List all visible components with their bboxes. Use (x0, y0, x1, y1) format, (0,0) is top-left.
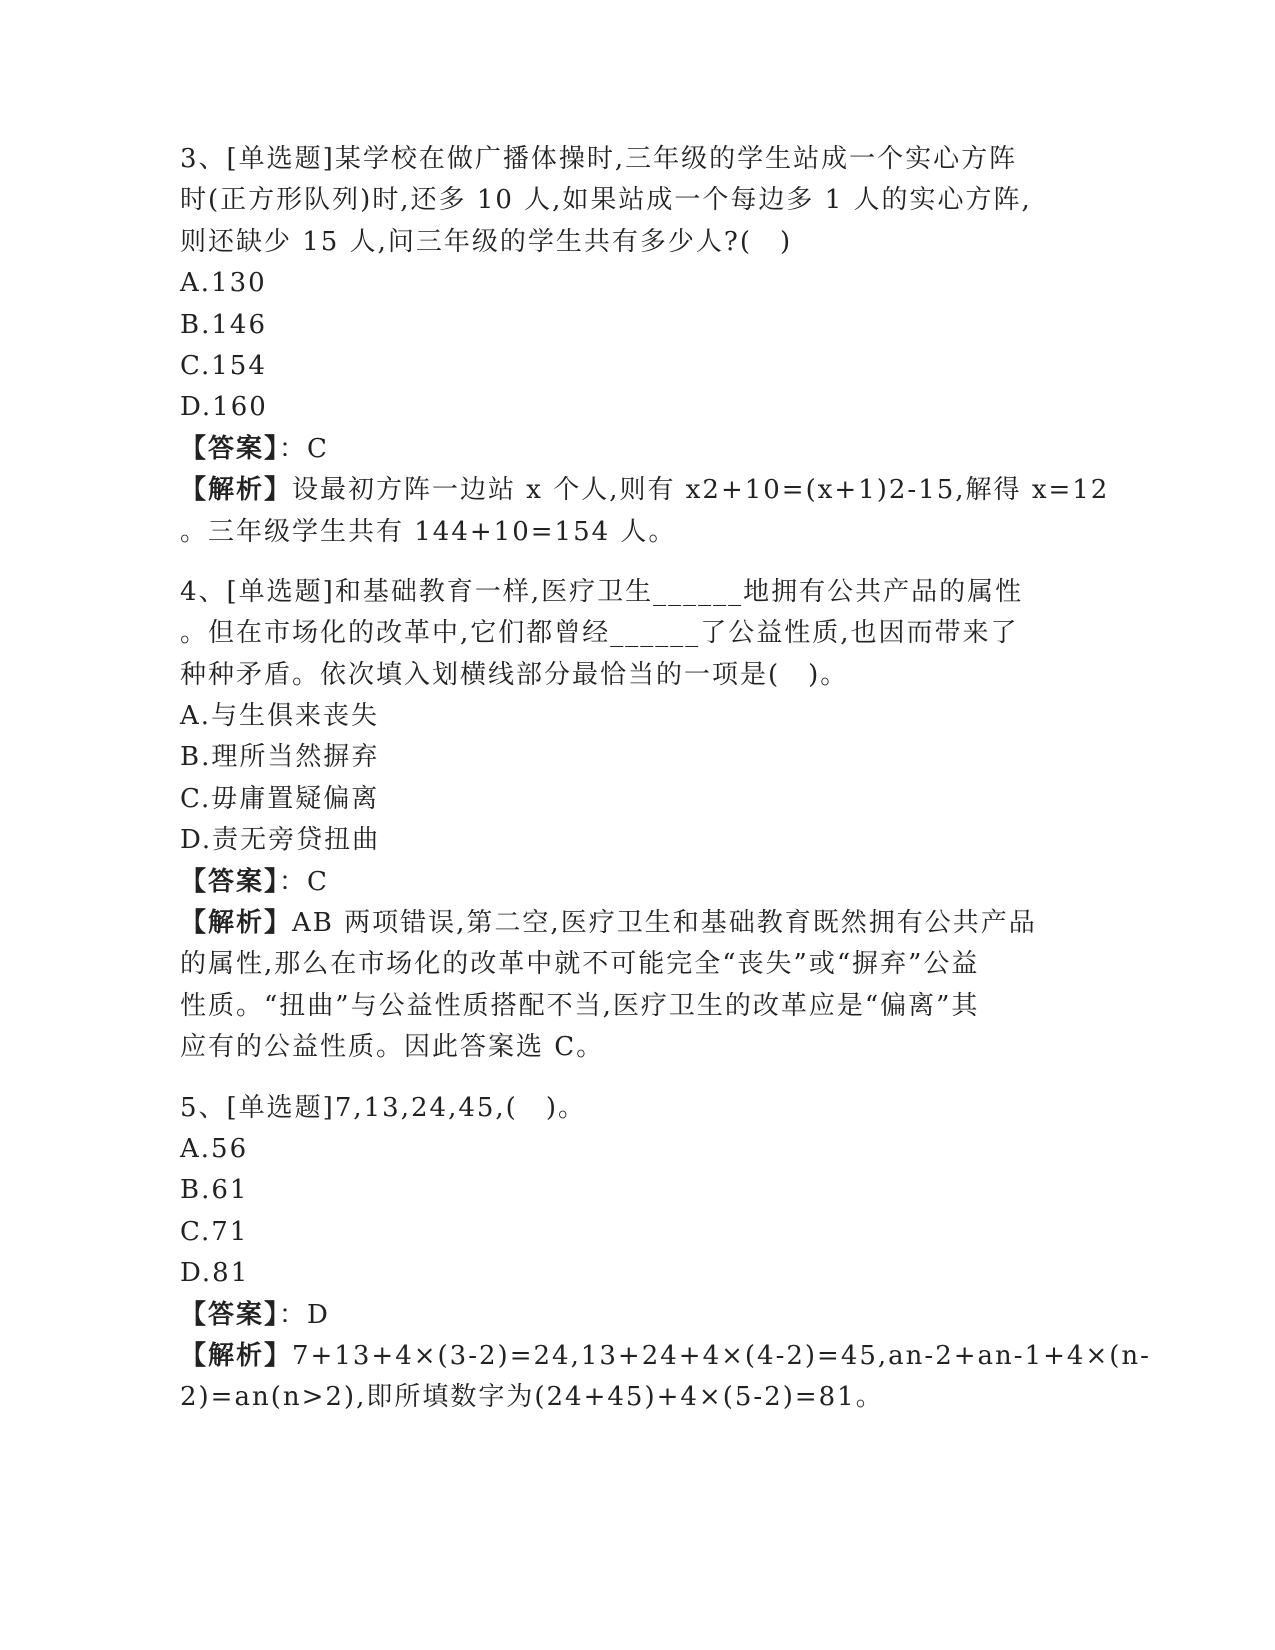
option-a: A.56 (180, 1133, 249, 1164)
option-c: C.71 (180, 1216, 249, 1247)
analysis-text: 7+13+4×(3-2)=24,13+24+4×(4-2)=45,an-2+an-1+4×(n- (292, 1340, 1151, 1371)
analysis-line: 2)=an(n>2),即所填数字为(24+45)+4×(5-2)=81。 (180, 1382, 884, 1413)
answer-value: ：C (279, 433, 329, 464)
answer-label: 【答案】 (180, 1299, 280, 1330)
option-d: D.160 (180, 392, 268, 423)
option-c: C.毋庸置疑偏离 (180, 783, 380, 814)
question-stem-line: 。但在市场化的改革中,它们都曾经______了公益性质,也因而带来了 (180, 618, 1019, 649)
analysis-line: 应有的公益性质。因此答案选 C。 (180, 1032, 605, 1063)
question-3 (180, 139, 1180, 553)
analysis-line: 。三年级学生共有 144+10=154 人。 (180, 516, 677, 547)
option-b: B.146 (180, 309, 267, 340)
analysis-line (180, 903, 1180, 944)
question-stem-line: 则还缺少 15 人,问三年级的学生共有多少人?( ) (180, 226, 793, 257)
option-b: B.61 (180, 1175, 249, 1206)
answer-label: 【答案】 (180, 866, 280, 897)
question-5 (180, 1088, 1180, 1419)
analysis-label: 【解析】 (180, 475, 293, 506)
question-stem-line: 3、[单选题]某学校在做广播体操时,三年级的学生站成一个实心方阵 (180, 144, 1018, 174)
answer-label: 【答案】 (180, 433, 280, 464)
option-a: A.与生俱来丧失 (180, 701, 380, 732)
question-stem-line: 时(正方形队列)时,还多 10 人,如果站成一个每边多 1 人的实心方阵, (180, 185, 1032, 216)
analysis-text: AB 两项错误,第二空,医疗卫生和基础教育既然拥有公共产品 (292, 908, 1037, 939)
answer-line (180, 862, 1180, 903)
analysis-line (180, 1336, 1180, 1377)
analysis-line: 性质。“扭曲”与公益性质搭配不当,医疗卫生的改革应是“偏离”其 (180, 990, 980, 1021)
analysis-line: 的属性,那么在市场化的改革中就不可能完全“丧失”或“摒弃”公益 (180, 949, 980, 980)
answer-line (180, 429, 1180, 470)
analysis-line (180, 470, 1180, 511)
answer-line (180, 1295, 1180, 1336)
answer-value: ：D (279, 1299, 330, 1330)
option-b: B.理所当然摒弃 (180, 742, 380, 773)
analysis-label: 【解析】 (180, 908, 293, 939)
analysis-label: 【解析】 (180, 1340, 293, 1371)
question-stem-line: 种种矛盾。依次填入划横线部分最恰当的一项是( )。 (180, 659, 849, 690)
document-page (180, 139, 1180, 1438)
option-d: D.81 (180, 1258, 250, 1289)
option-a: A.130 (180, 268, 267, 299)
option-d: D.责无旁贷扭曲 (180, 825, 381, 856)
question-4 (180, 572, 1180, 1069)
question-stem-line: 4、[单选题]和基础教育一样,医疗卫生______地拥有公共产品的属性 (180, 576, 1024, 607)
analysis-text: 设最初方阵一边站 x 个人,则有 x2+10=(x+1)2-15,解得 x=12 (292, 475, 1110, 506)
answer-value: ：C (279, 866, 329, 897)
option-c: C.154 (180, 350, 267, 381)
question-stem-line: 5、[单选题]7,13,24,45,( )。 (180, 1092, 586, 1123)
